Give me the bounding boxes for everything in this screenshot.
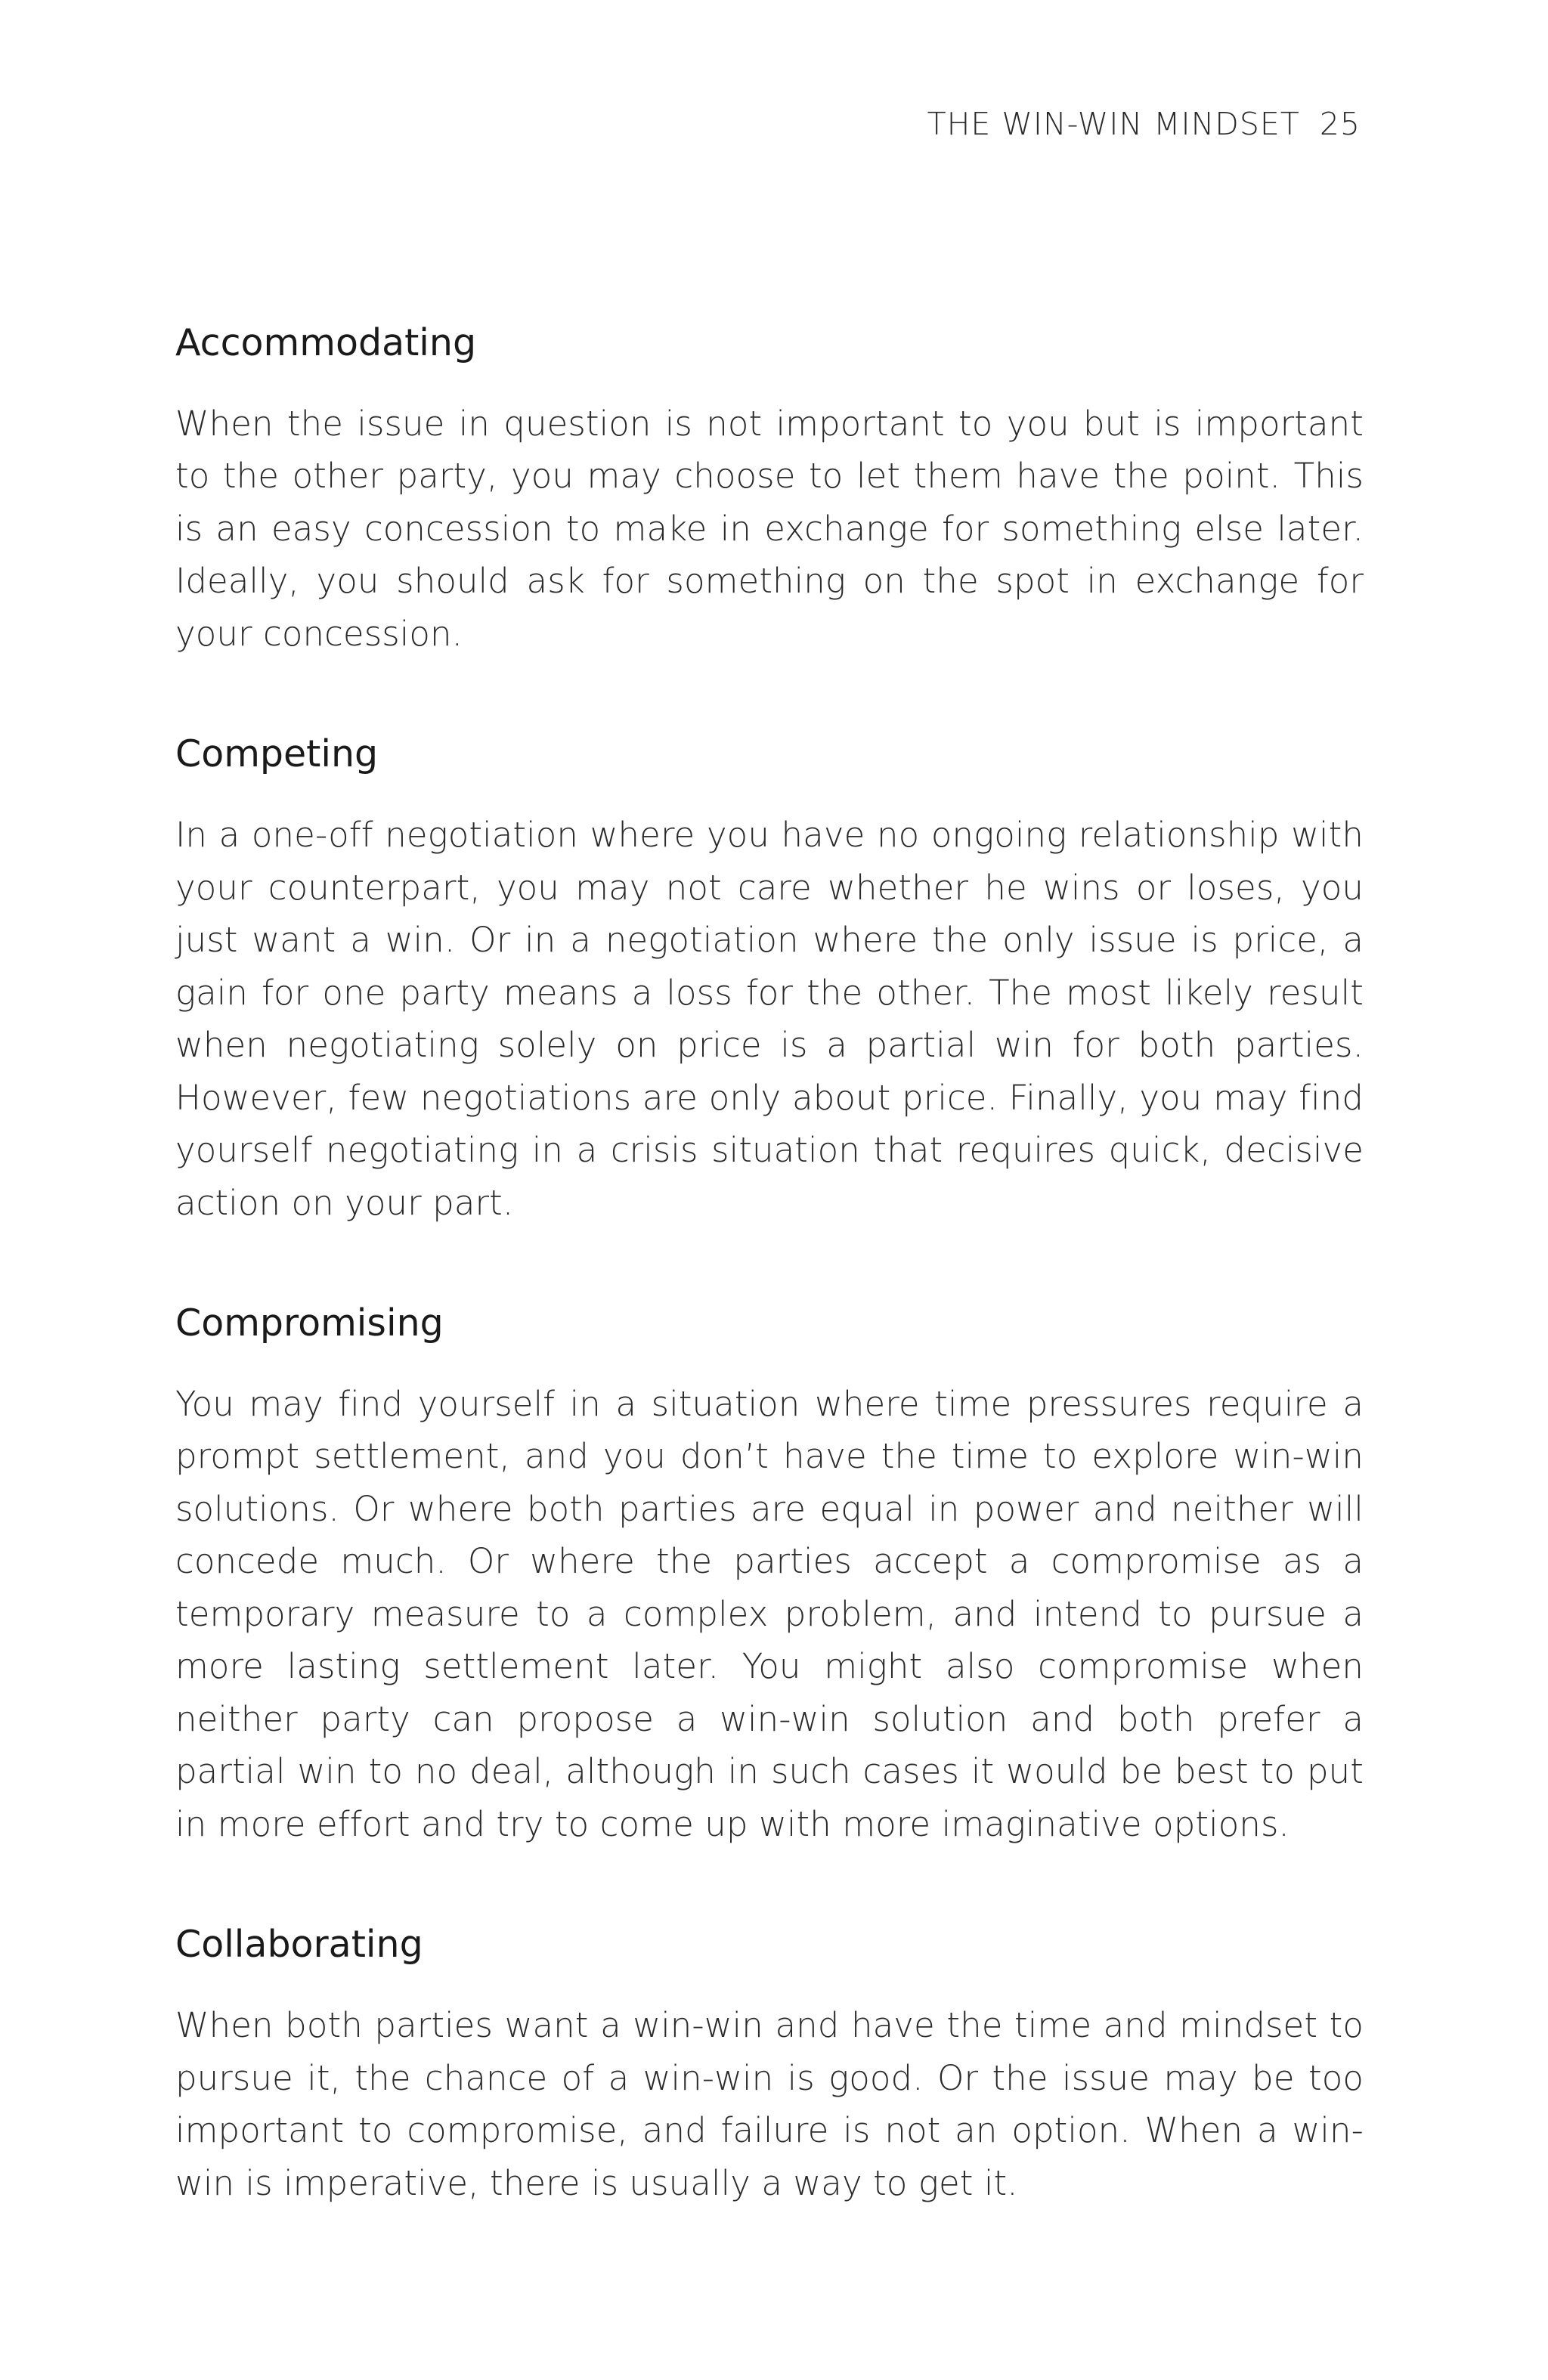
section-paragraph: When both parties want a win-win and have the time and mindset to pursue it, the chance of a win-win is good. Or the issue may be too important to compromise, and failure is not an option. When a win-win is imperative, there is usually a way to get it. bbox=[175, 2005, 1364, 2203]
running-header bbox=[927, 106, 1361, 142]
section-accommodating bbox=[175, 321, 1364, 660]
section-heading: Accommodating bbox=[175, 321, 477, 364]
section-paragraph: You may find yourself in a situation where time pressures require a prompt settlement, and you don’t have the time to explore win-win solutions. Or where both parties are equal in power and neither will concede much. Or where the parties accept a compromise as a temporary measure to a complex problem, and intend to pursue a more lasting settlement later. You might also compromise when neither party can propose a win-win solution and both prefer a partial win to no deal, although in such cases it would be best to put in more effort and try to come up with more imaginative options. bbox=[175, 1383, 1364, 1844]
section-competing bbox=[175, 732, 1364, 1229]
section-compromising bbox=[175, 1301, 1364, 1850]
section-collaborating bbox=[175, 1923, 1364, 2209]
section-heading: Competing bbox=[175, 732, 379, 776]
section-heading: Collaborating bbox=[175, 1923, 423, 1967]
section-paragraph: When the issue in question is not important to you but is important to the other party, you may choose to let them have the point. This is an easy concession to make in exchange for something else later. Ideally, you should ask for something on the spot in exchange for your concession. bbox=[175, 403, 1364, 654]
section-paragraph: In a one-off negotiation where you have no ongoing relationship with your counterpart, you may not care whether he wins or loses, you just want a win. Or in a negotiation where the only issue is price, a gain for one party means a loss for the other. The most likely result when negotiating solely on price is a partial win for both parties. However, few negotiations are only about price. Finally, you may find yourself negotiating in a crisis situation that requires quick, decisive action on your part. bbox=[175, 815, 1364, 1223]
page-content bbox=[175, 321, 1364, 2282]
running-title: THE WIN-WIN MINDSET bbox=[927, 106, 1300, 142]
section-heading: Compromising bbox=[175, 1301, 444, 1345]
page-number: 25 bbox=[1319, 106, 1361, 142]
